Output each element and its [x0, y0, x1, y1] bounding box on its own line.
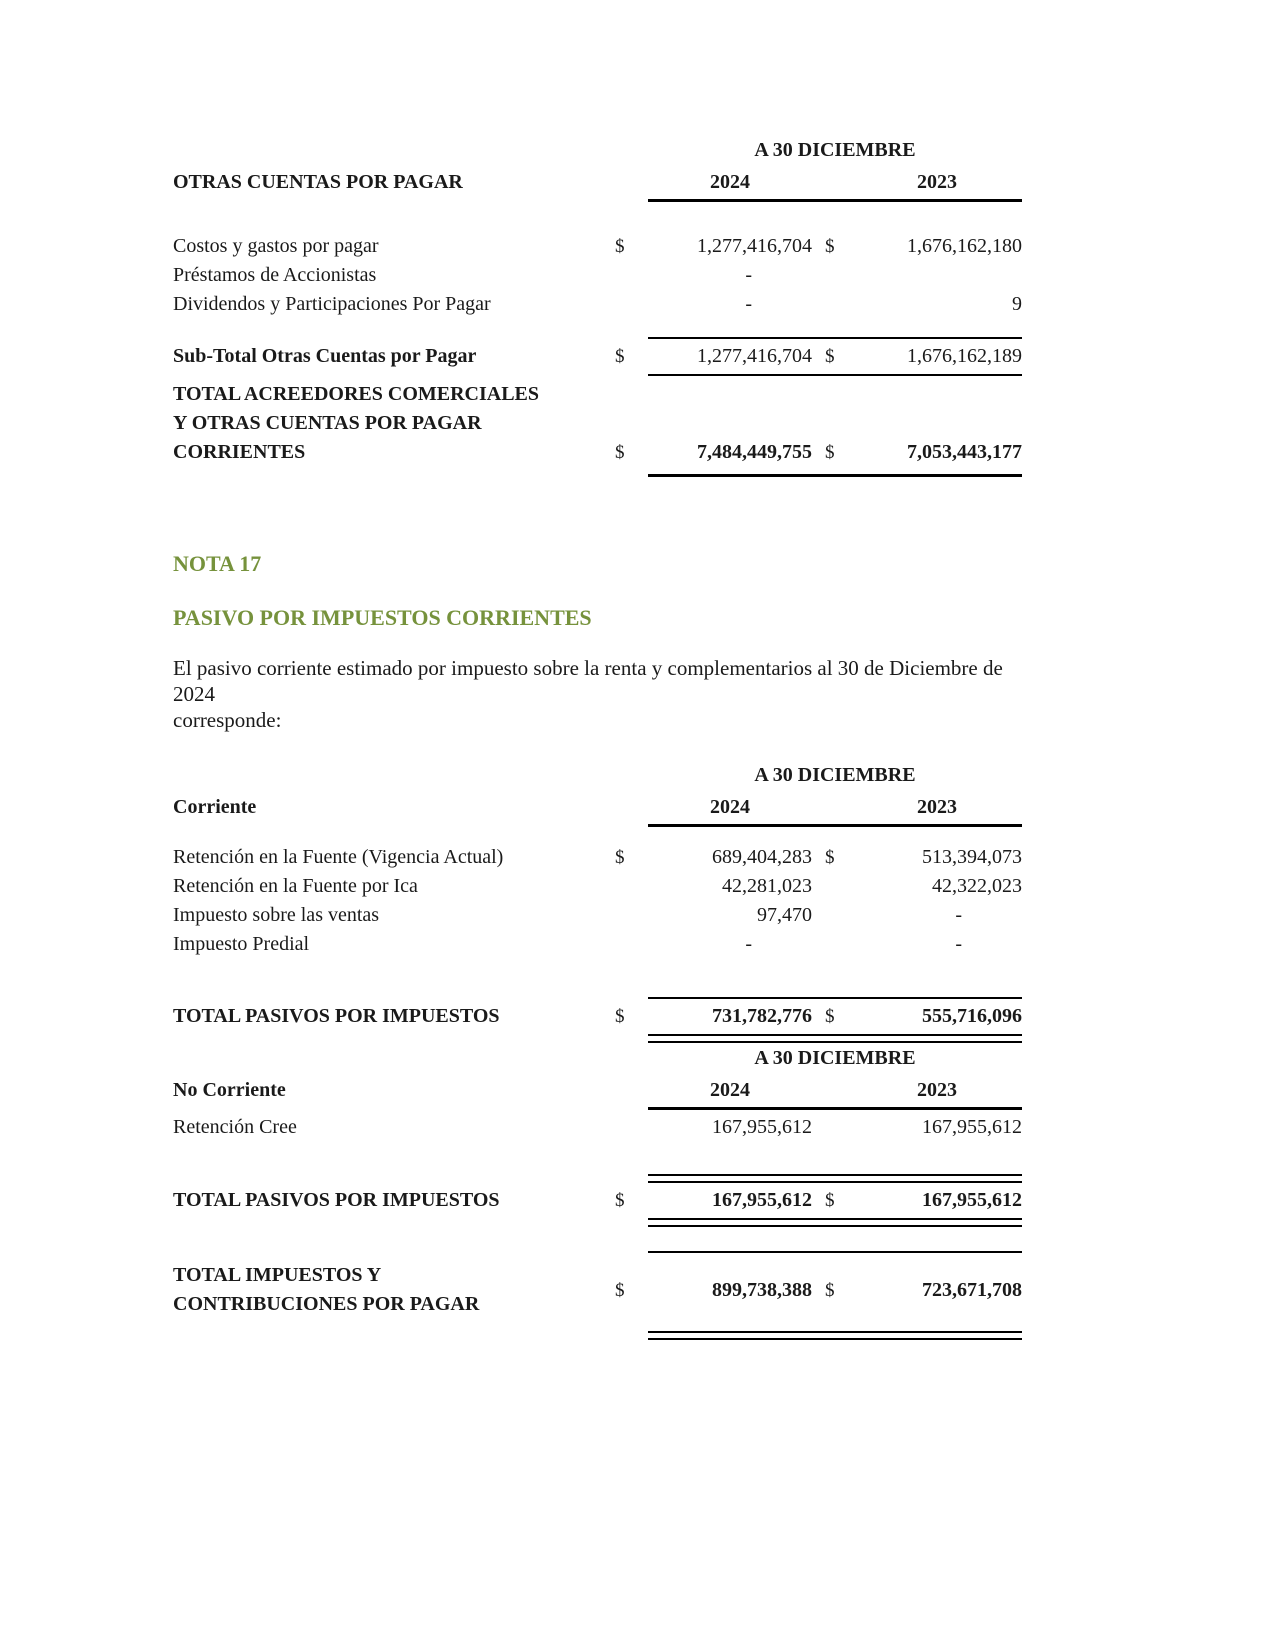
row-label: TOTAL PASIVOS POR IMPUESTOS	[173, 1189, 500, 1211]
row-label: Costos y gastos por pagar	[173, 235, 379, 257]
note-title-heading: PASIVO POR IMPUESTOS CORRIENTES	[173, 605, 592, 630]
table2-header-row	[173, 795, 1022, 819]
currency-symbol: $	[825, 442, 835, 463]
currency-symbol: $	[825, 1279, 835, 1301]
amount-2024: 167,955,612	[712, 1116, 812, 1138]
row-label: Préstamos de Accionistas	[173, 264, 377, 286]
paragraph-line: corresponde:	[173, 708, 282, 732]
table1-header-row	[173, 170, 1022, 194]
grand-total-rule-bottom	[648, 1331, 1022, 1340]
grand-total-rule-top	[648, 1251, 1022, 1253]
note-paragraph	[173, 655, 1053, 733]
total-rule-bottom	[648, 474, 1022, 477]
amount-2023: 9	[1012, 293, 1022, 315]
currency-symbol: $	[825, 1190, 835, 1211]
currency-symbol: $	[615, 1190, 625, 1211]
column-header-2024: 2024	[710, 796, 750, 818]
amount-2024: 97,470	[757, 904, 812, 926]
amount-2024: -	[745, 293, 752, 315]
paragraph-line: 2024	[173, 682, 215, 706]
currency-symbol: $	[615, 442, 625, 463]
table1-title: OTRAS CUENTAS POR PAGAR	[173, 171, 463, 193]
amount-2024: 7,484,449,755	[697, 441, 812, 463]
amount-2023: 1,676,162,180	[907, 235, 1022, 257]
amount-2023: -	[955, 933, 962, 955]
amount-2024: 42,281,023	[722, 875, 812, 897]
currency-symbol: $	[615, 236, 625, 257]
amount-2023: 42,322,023	[932, 875, 1022, 897]
note-number-heading: NOTA 17	[173, 551, 262, 576]
row-label: TOTAL IMPUESTOS Y CONTRIBUCIONES POR PAGAR	[173, 1264, 480, 1315]
row-label: Retención en la Fuente por Ica	[173, 875, 418, 897]
period-header-table2: A 30 DICIEMBRE	[754, 764, 916, 786]
table-row	[173, 930, 1022, 959]
amount-2023: 513,394,073	[922, 846, 1022, 868]
amount-2023: 555,716,096	[922, 1005, 1022, 1027]
currency-symbol: $	[615, 1279, 625, 1301]
table3-title: No Corriente	[173, 1079, 286, 1101]
total-rule-top	[648, 1174, 1022, 1183]
amount-2023: 7,053,443,177	[907, 441, 1022, 463]
subtotal-row	[173, 339, 1022, 374]
currency-symbol: $	[825, 346, 835, 367]
table-row	[173, 872, 1022, 901]
row-label: Retención Cree	[173, 1116, 297, 1138]
table2-title: Corriente	[173, 796, 257, 818]
currency-symbol: $	[825, 1006, 835, 1027]
column-header-2023: 2023	[917, 171, 957, 193]
table-row	[173, 901, 1022, 930]
amount-2024: 731,782,776	[712, 1005, 812, 1027]
table-row	[173, 290, 1022, 319]
currency-symbol: $	[615, 847, 625, 868]
table3-header-row	[173, 1078, 1022, 1102]
amount-2023: 1,676,162,189	[907, 345, 1022, 367]
currency-symbol: $	[825, 847, 835, 868]
subtotal-rule-bottom	[648, 374, 1022, 376]
table-row	[173, 261, 1022, 290]
row-label: Impuesto sobre las ventas	[173, 904, 380, 926]
paragraph-line: El pasivo corriente estimado por impuesto sobre la renta y complementarios al 30 de Diciembre de	[173, 656, 1003, 680]
column-header-2024: 2024	[710, 1079, 750, 1101]
row-label: Retención en la Fuente (Vigencia Actual)	[173, 846, 504, 868]
row-label: Impuesto Predial	[173, 933, 310, 955]
total-row	[173, 1183, 1022, 1218]
amount-2024: 167,955,612	[712, 1189, 812, 1211]
header-rule	[648, 1107, 1022, 1110]
total-rule-bottom	[648, 1218, 1022, 1227]
amount-2024: 689,404,283	[712, 846, 812, 868]
total-rule-bottom	[648, 1034, 1022, 1043]
amount-2024: -	[745, 264, 752, 286]
amount-2023: -	[955, 904, 962, 926]
amount-2023: 723,671,708	[922, 1278, 1022, 1301]
row-label: Sub-Total Otras Cuentas por Pagar	[173, 345, 477, 367]
grand-total-row	[173, 1261, 1022, 1319]
amount-2024: -	[745, 933, 752, 955]
table-row	[173, 1113, 1022, 1142]
row-label: Dividendos y Participaciones Por Pagar	[173, 293, 491, 315]
period-header-table3: A 30 DICIEMBRE	[754, 1047, 916, 1069]
column-header-2023: 2023	[917, 796, 957, 818]
currency-symbol: $	[825, 236, 835, 257]
row-label: TOTAL ACREEDORES COMERCIALES Y OTRAS CUENTAS POR PAGAR CORRIENTES	[173, 383, 540, 463]
table-row	[173, 232, 1022, 261]
currency-symbol: $	[615, 346, 625, 367]
amount-2024: 899,738,388	[712, 1278, 812, 1301]
currency-symbol: $	[615, 1006, 625, 1027]
amount-2024: 1,277,416,704	[697, 235, 812, 257]
amount-2024: 1,277,416,704	[697, 345, 812, 367]
page-content	[173, 138, 1022, 1340]
total-row	[173, 999, 1022, 1034]
amount-2023: 167,955,612	[922, 1189, 1022, 1211]
column-header-2023: 2023	[917, 1079, 957, 1101]
table-row	[173, 843, 1022, 872]
period-header-table1: A 30 DICIEMBRE	[754, 139, 916, 161]
row-label: TOTAL PASIVOS POR IMPUESTOS	[173, 1005, 500, 1027]
column-header-2024: 2024	[710, 171, 750, 193]
amount-2023: 167,955,612	[922, 1116, 1022, 1138]
total-row	[173, 380, 1022, 467]
